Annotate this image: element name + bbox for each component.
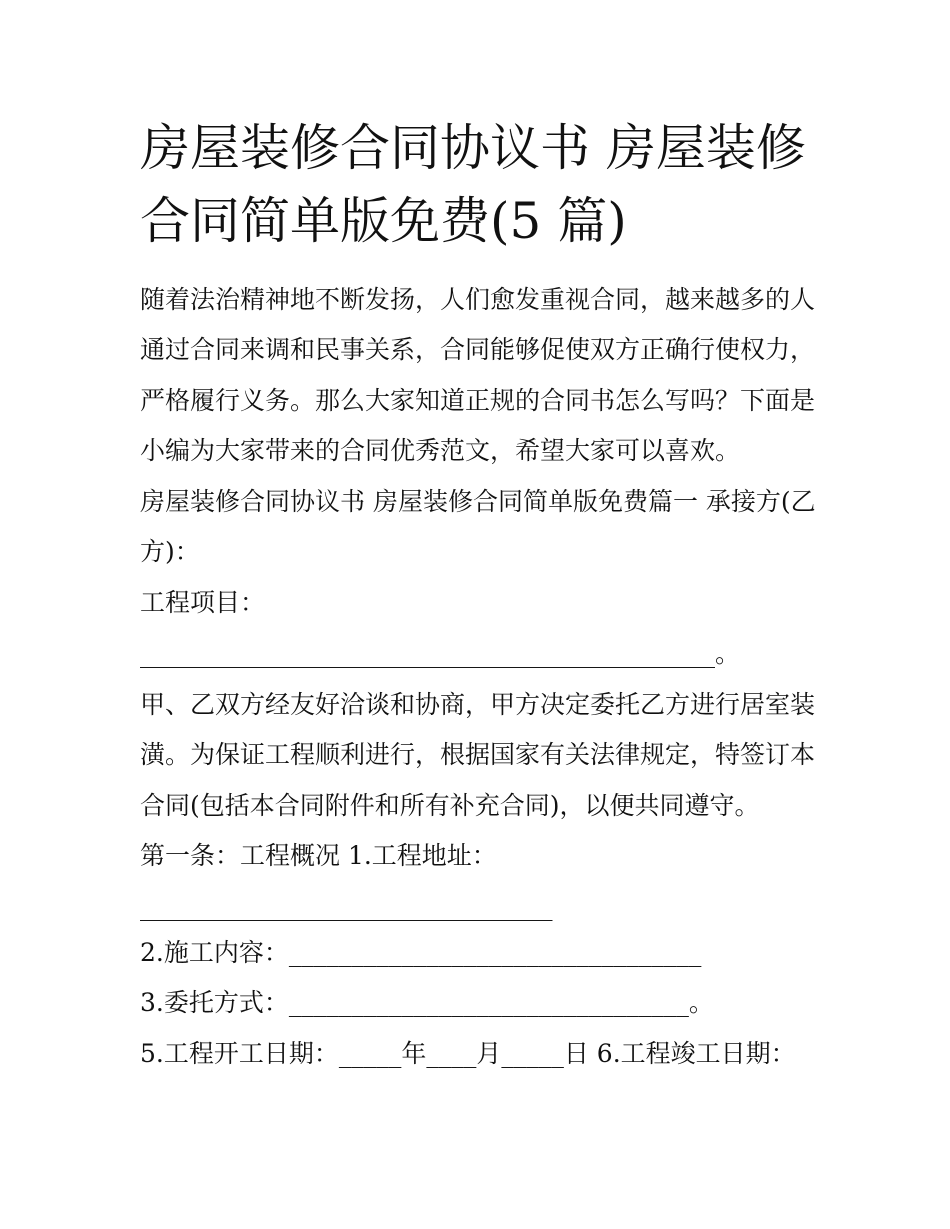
intro-line-2: 通过合同来调和民事关系，合同能够促使双方正确行使权力， [140,335,816,364]
schedule-dates: 5.工程开工日期：_____年____月_____日 6.工程竣工日期： [140,1039,796,1068]
agreement-line-3: 合同(包括本合同附件和所有补充合同)，以便共同遵守。 [140,791,760,820]
project-blank: ______________________________________________。 [140,639,741,668]
intro-line-3: 严格履行义务。那么大家知道正规的合同书怎么写吗？下面是 [140,386,816,415]
section-heading-line-1: 房屋装修合同协议书 房屋装修合同简单版免费篇一 承接方(乙 [140,487,816,516]
document-title [140,112,820,258]
commission-method: 3.委托方式：________________________________。 [140,988,714,1017]
section-heading-line-2: 方)： [140,537,200,566]
agreement-line-2: 潢。为保证工程顺利进行，根据国家有关法律规定，特签订本 [140,740,816,769]
agreement-line-1: 甲、乙双方经友好洽谈和协商，甲方决定委托乙方进行居室装 [140,690,816,719]
title-line-2: 合同简单版免费(5 篇) [140,192,627,250]
address-blank: _________________________________ [140,892,553,921]
title-line-1: 房屋装修合同协议书 房屋装修 [140,119,806,177]
article-1-heading: 第一条：工程概况 1.工程地址： [140,841,497,870]
construction-content: 2.施工内容：_________________________________ [140,938,702,967]
intro-line-1: 随着法治精神地不断发扬，人们愈发重视合同，越来越多的人 [140,285,816,314]
intro-line-4: 小编为大家带来的合同优秀范文，希望大家可以喜欢。 [140,436,741,465]
project-label: 工程项目： [140,588,266,617]
